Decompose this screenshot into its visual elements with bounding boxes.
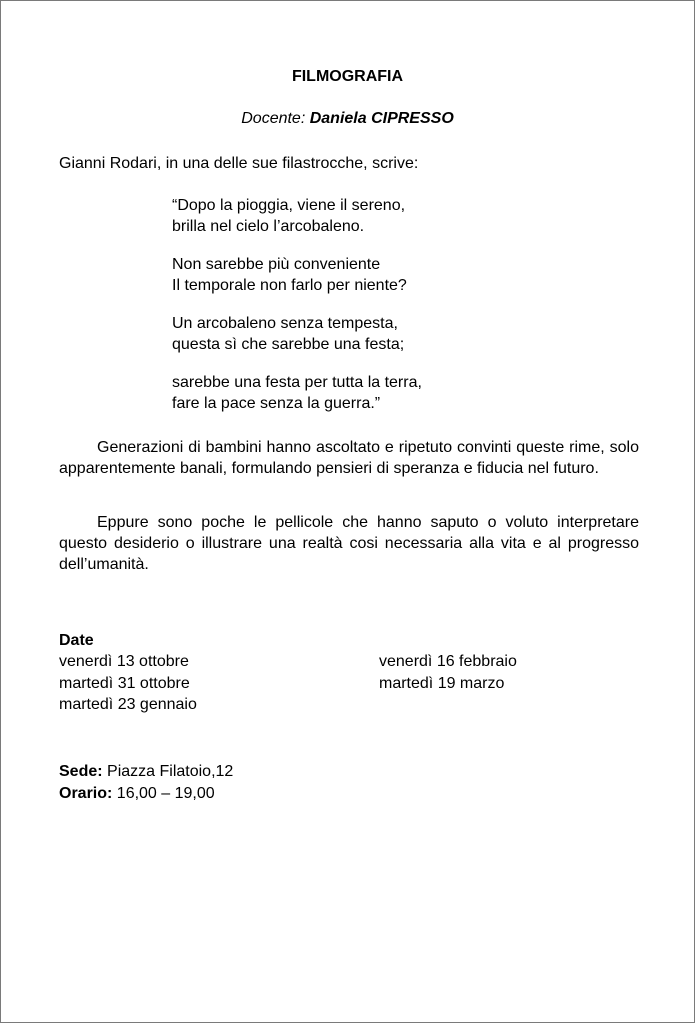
orario-line (59, 783, 215, 804)
poem-stanza (172, 195, 422, 237)
intro-text: Gianni Rodari, in una delle sue filastrocche, scrive: (59, 155, 419, 172)
sede-label: Sede: (59, 763, 103, 780)
date-item: martedì 23 gennaio (59, 696, 197, 713)
sede-line (59, 761, 233, 782)
poem-stanza (172, 254, 422, 296)
document-title: FILMOGRAFIA (291, 68, 404, 85)
docente-line (1, 109, 694, 129)
docente-label: Docente: (241, 110, 310, 127)
paragraph-generazioni: Generazioni di bambini hanno ascoltato e ripetuto convinti queste rime, solo apparentemente banali, formulando pensieri di speranza e fiducia nel futuro. (59, 439, 639, 477)
poem-line: Un arcobaleno senza tempesta, (172, 315, 398, 332)
poem-stanza (172, 313, 422, 355)
poem-stanza (172, 372, 422, 414)
poem-line: “Dopo la pioggia, viene il sereno, (172, 197, 406, 214)
poem-line: brilla nel cielo l’arcobaleno. (172, 218, 365, 235)
dates-heading: Date (59, 632, 94, 649)
docente-name: Daniela CIPRESSO (309, 110, 454, 127)
date-item: venerdì 16 febbraio (379, 653, 517, 670)
poem-line: fare la pace senza la guerra.” (172, 395, 381, 412)
poem (172, 195, 422, 431)
dates-column-left (59, 651, 197, 716)
poem-line: Il temporale non farlo per niente? (172, 277, 407, 294)
paragraph-eppure: Eppure sono poche le pellicole che hanno saputo o voluto interpretare questo desiderio o illustrare una realtà cosi necessaria alla vita e al progresso dell’umanità. (59, 514, 639, 573)
poem-line: sarebbe una festa per tutta la terra, (172, 374, 422, 391)
date-item: martedì 31 ottobre (59, 674, 190, 692)
orario-label: Orario: (59, 785, 113, 802)
date-item: venerdì 13 ottobre (59, 653, 189, 670)
sede-value: Piazza Filatoio,12 (102, 763, 234, 780)
dates-column-right (379, 651, 517, 694)
poem-line: questa sì che sarebbe una festa; (172, 336, 405, 353)
poem-line: Non sarebbe più conveniente (172, 256, 381, 273)
orario-value: 16,00 – 19,00 (112, 785, 215, 802)
date-item: martedì 19 marzo (379, 674, 505, 692)
